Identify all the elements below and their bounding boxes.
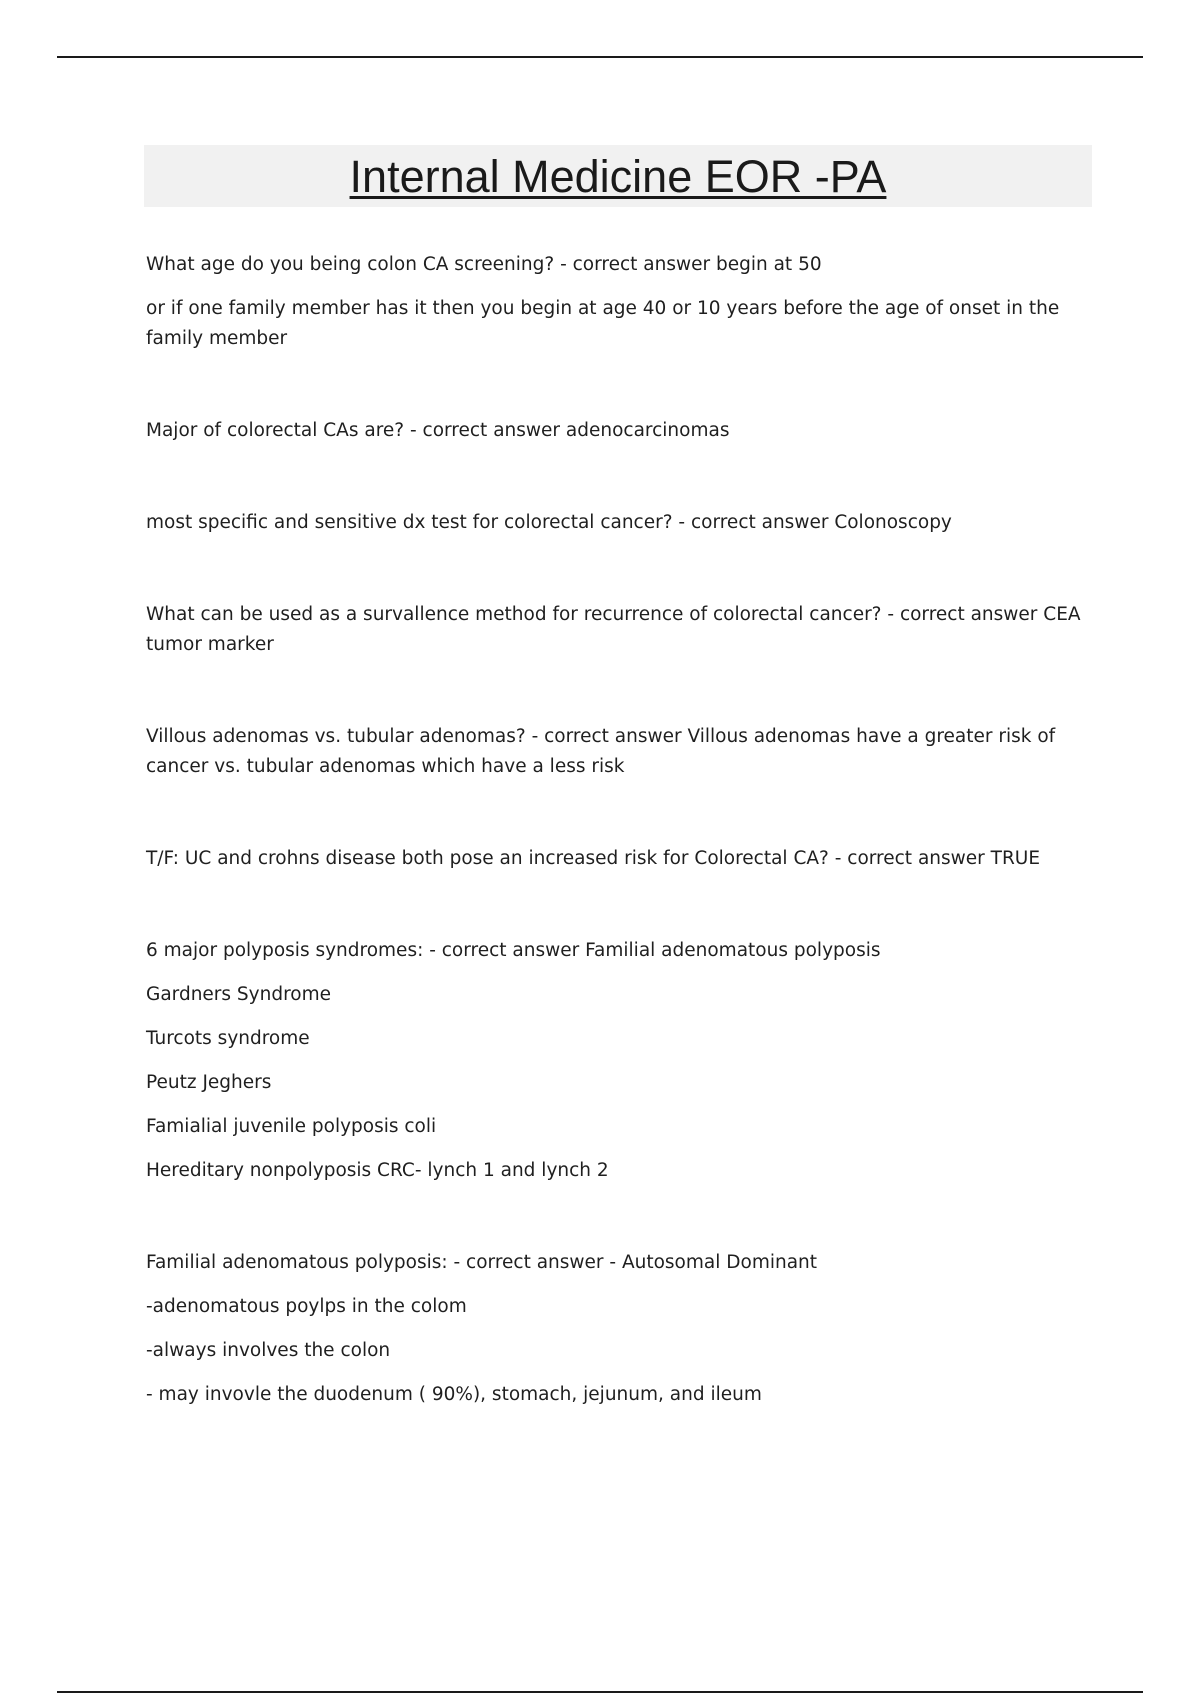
qa-answer-line: - may invovle the duodenum ( 90%), stomach, jejunum, and ileum	[146, 1384, 762, 1405]
qa-entry	[146, 722, 1096, 782]
qa-question: Familial adenomatous polyposis: - correct answer - Autosomal Dominant	[146, 1252, 818, 1273]
qa-answer-line: -always involves the colon	[146, 1340, 391, 1361]
page-title: Internal Medicine EOR -PA	[349, 150, 887, 202]
qa-entry	[146, 936, 1096, 1186]
qa-question: Villous adenomas vs. tubular adenomas? - correct answer Villous adenomas have a greater risk of cancer vs. tubular adenomas which have a less risk	[146, 726, 1056, 777]
qa-answer-line: -adenomatous poylps in the colom	[146, 1296, 467, 1317]
qa-answer-line: Famialial juvenile polyposis coli	[146, 1116, 437, 1137]
qa-entry	[146, 1248, 1096, 1410]
title-band	[144, 145, 1092, 207]
qa-entry	[146, 844, 1096, 874]
qa-entry	[146, 250, 1096, 354]
qa-entry	[146, 600, 1096, 660]
qa-entry	[146, 416, 1096, 446]
qa-question: What can be used as a survallence method for recurrence of colorectal cancer? - correct answer CEA tumor marker	[146, 604, 1081, 655]
qa-question: Major of colorectal CAs are? - correct answer adenocarcinomas	[146, 420, 730, 441]
qa-answer-line: Turcots syndrome	[146, 1028, 310, 1049]
bottom-rule	[57, 1691, 1143, 1693]
qa-answer-line: Peutz Jeghers	[146, 1072, 272, 1093]
qa-entry	[146, 508, 1096, 538]
qa-answer-line: Gardners Syndrome	[146, 984, 332, 1005]
qa-question: What age do you being colon CA screening? - correct answer begin at 50	[146, 254, 822, 275]
document-body	[146, 250, 1096, 1472]
qa-answer-line: or if one family member has it then you begin at age 40 or 10 years before the age of onset in the family member	[146, 298, 1060, 349]
qa-question: most specific and sensitive dx test for colorectal cancer? - correct answer Colonoscopy	[146, 512, 952, 533]
qa-answer-line: Hereditary nonpolyposis CRC- lynch 1 and lynch 2	[146, 1160, 609, 1181]
qa-question: T/F: UC and crohns disease both pose an increased risk for Colorectal CA? - correct answer TRUE	[146, 848, 1041, 869]
top-rule	[57, 56, 1143, 58]
qa-question: 6 major polyposis syndromes: - correct answer Familial adenomatous polyposis	[146, 940, 881, 961]
